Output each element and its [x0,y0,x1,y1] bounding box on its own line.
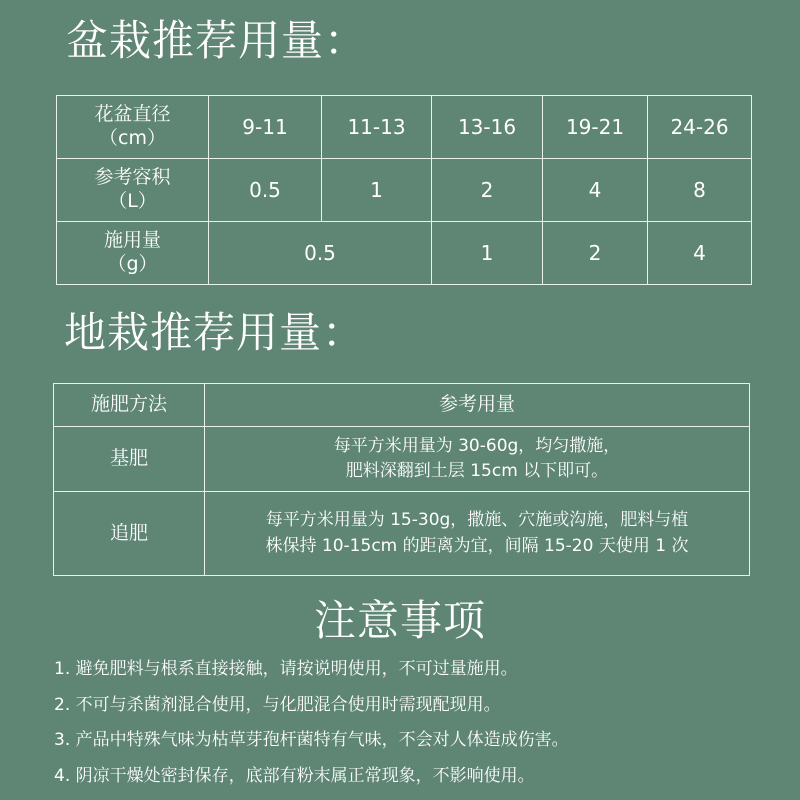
table-cell: 8 [648,159,752,222]
reference-volume-header [57,159,209,222]
amount-cell [205,492,750,576]
method-cell: 基肥 [54,427,205,492]
row-header-label: 施用量 [103,229,161,252]
row-header-label: 参考容积 [94,166,171,189]
amount-column-header: 参考用量 [205,384,750,427]
amount-line: 株保持 10-15cm 的距离为宜，间隔 15-20 天使用 1 次 [265,535,689,556]
ground-dosage-table [53,383,750,576]
application-amount-header [57,222,209,285]
table-cell: 24-26 [648,96,752,159]
list-item: 2. 不可与杀菌剂混合使用，与化肥混合使用时需现配现用。 [54,694,501,715]
table-cell: 11-13 [322,96,432,159]
row-header-unit: （L） [108,190,157,212]
table-cell: 13-16 [432,96,543,159]
table-row [57,96,752,159]
ground-section-title: 地栽推荐用量： [64,308,366,357]
amount-line: 每平方米用量为 30-60g，均匀撒施， [333,435,621,456]
row-header-unit: （cm） [99,127,166,149]
table-cell: 1 [322,159,432,222]
amount-line: 肥料深翻到土层 15cm 以下即可。 [345,461,609,481]
table-cell: 0.5 [209,222,432,285]
table-cell: 4 [543,159,648,222]
amount-line: 每平方米用量为 15-30g，撒施、穴施或沟施，肥料与植 [265,510,689,530]
amount-cell [205,427,750,492]
notes-list [54,652,774,794]
method-cell: 追肥 [54,492,205,576]
table-cell: 2 [543,222,648,285]
pot-diameter-header [57,96,209,159]
list-item: 4. 阴凉干燥处密封保存，底部有粉末属正常现象，不影响使用。 [54,765,535,786]
list-item: 3. 产品中特殊气味为枯草芽孢杆菌特有气味，不会对人体造成伤害。 [54,730,569,750]
table-row [57,159,752,222]
table-cell: 1 [432,222,543,285]
pot-dosage-table [56,95,752,285]
table-row [54,384,750,427]
table-cell: 0.5 [209,159,322,222]
row-header-unit: （g） [107,253,158,275]
method-column-header: 施肥方法 [54,384,205,427]
table-cell: 4 [648,222,752,285]
table-cell: 2 [432,159,543,222]
row-header-label: 花盆直径 [94,103,171,126]
table-row [54,492,750,576]
table-cell: 9-11 [209,96,322,159]
table-row [57,222,752,285]
list-item: 1. 避免肥料与根系直接接触，请按说明使用，不可过量施用。 [54,659,518,679]
table-cell: 19-21 [543,96,648,159]
pot-section-title: 盆栽推荐用量： [66,16,368,65]
notes-section-title: 注意事项 [313,596,486,645]
table-row [54,427,750,492]
